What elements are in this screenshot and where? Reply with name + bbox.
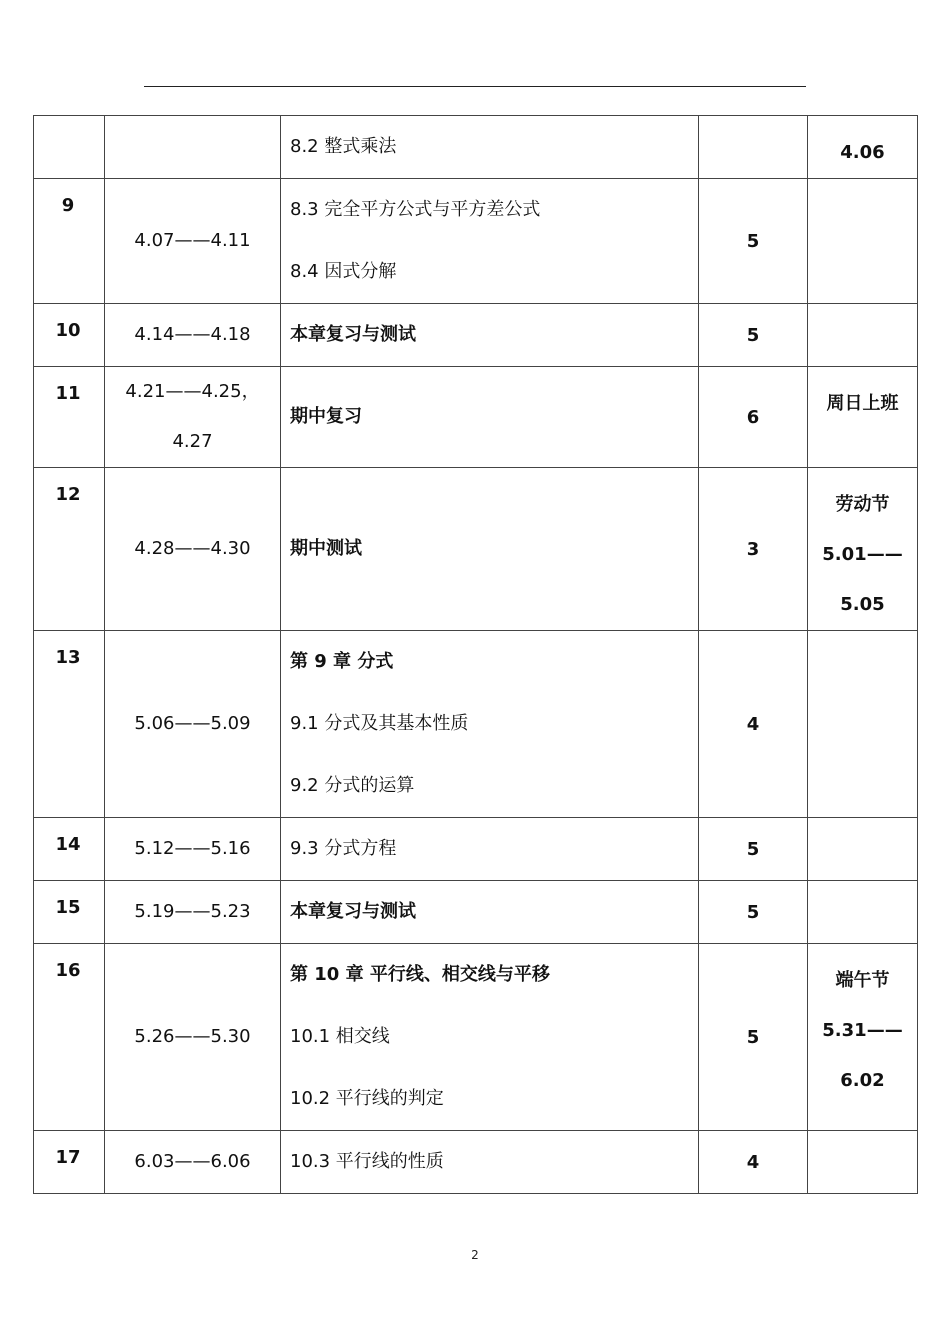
- week-number: 12: [55, 484, 81, 505]
- content-cell: [281, 944, 699, 1131]
- content-cell: [281, 367, 699, 468]
- hours-cell: [699, 116, 808, 179]
- section-heading: 第 10 章 平行线、相交线与平移: [290, 964, 550, 985]
- week-number: 17: [55, 1147, 81, 1168]
- note-line: 劳动节: [835, 494, 890, 515]
- content-cell: [281, 631, 699, 818]
- note-cell: [808, 116, 918, 179]
- hours-value: 6: [746, 406, 760, 428]
- date-range: 5.19——5.23: [134, 901, 251, 922]
- hours-cell: [699, 944, 808, 1131]
- week-cell: [34, 304, 105, 367]
- section-heading: 本章复习与测试: [290, 324, 416, 345]
- lesson-title: 10.1 相交线: [290, 1026, 390, 1047]
- note-line: 5.31——: [822, 1020, 903, 1041]
- note-line: 4.06: [840, 142, 885, 163]
- hours-value: 4: [746, 1151, 760, 1173]
- date-cell: [105, 367, 281, 468]
- week-cell: [34, 367, 105, 468]
- week-number: 9: [61, 195, 75, 216]
- week-cell: [34, 631, 105, 818]
- lesson-title: 9.3 分式方程: [290, 838, 397, 859]
- hours-cell: [699, 179, 808, 304]
- content-cell: [281, 1131, 699, 1194]
- section-heading: 本章复习与测试: [290, 901, 416, 922]
- content-cell: [281, 116, 699, 179]
- week-number: 14: [55, 834, 81, 855]
- date-cell: [105, 468, 281, 631]
- lesson-title: 9.2 分式的运算: [290, 775, 415, 796]
- date-range: 4.14——4.18: [134, 324, 251, 345]
- lesson-title: 10.2 平行线的判定: [290, 1088, 444, 1109]
- date-range: 4.07——4.11: [134, 230, 251, 251]
- table-row: [34, 179, 918, 304]
- note-line: 5.05: [840, 594, 885, 615]
- table-row: [34, 818, 918, 881]
- section-heading: 期中复习: [290, 406, 362, 427]
- week-cell: [34, 1131, 105, 1194]
- schedule-body: [34, 116, 918, 1194]
- week-number: 11: [55, 383, 81, 404]
- lesson-title: 8.2 整式乘法: [290, 136, 397, 157]
- page-number: 2: [471, 1248, 479, 1262]
- hours-value: 5: [746, 230, 760, 252]
- content-cell: [281, 304, 699, 367]
- date-cell: [105, 179, 281, 304]
- week-number: 16: [55, 960, 81, 981]
- note-cell: [808, 468, 918, 631]
- hours-cell: [699, 818, 808, 881]
- week-cell: [34, 818, 105, 881]
- week-cell: [34, 116, 105, 179]
- hours-cell: [699, 881, 808, 944]
- hours-value: 5: [746, 838, 760, 860]
- table-row: [34, 881, 918, 944]
- table-row: [34, 304, 918, 367]
- hours-cell: [699, 631, 808, 818]
- lesson-title: 9.1 分式及其基本性质: [290, 713, 469, 734]
- date-cell: [105, 304, 281, 367]
- note-cell: [808, 818, 918, 881]
- date-cell: [105, 116, 281, 179]
- hours-cell: [699, 1131, 808, 1194]
- hours-cell: [699, 367, 808, 468]
- note-cell: [808, 367, 918, 468]
- date-range: 4.27: [172, 431, 213, 452]
- hours-value: 4: [746, 713, 760, 735]
- note-line: 6.02: [840, 1070, 885, 1091]
- note-line: 端午节: [835, 970, 890, 991]
- lesson-title: 10.3 平行线的性质: [290, 1151, 444, 1172]
- lesson-title: 8.3 完全平方公式与平方差公式: [290, 199, 541, 220]
- section-heading: 期中测试: [290, 538, 362, 559]
- week-cell: [34, 468, 105, 631]
- content-cell: [281, 468, 699, 631]
- hours-cell: [699, 468, 808, 631]
- header-rule: [144, 86, 806, 87]
- table-row: [34, 367, 918, 468]
- date-cell: [105, 631, 281, 818]
- week-cell: [34, 179, 105, 304]
- week-cell: [34, 944, 105, 1131]
- week-cell: [34, 881, 105, 944]
- note-cell: [808, 944, 918, 1131]
- note-line: 周日上班: [826, 393, 899, 414]
- table-row: [34, 944, 918, 1131]
- week-number: 15: [55, 897, 81, 918]
- week-number: 13: [55, 647, 81, 668]
- note-cell: [808, 179, 918, 304]
- date-cell: [105, 881, 281, 944]
- content-cell: [281, 818, 699, 881]
- week-number: 10: [55, 320, 81, 341]
- content-cell: [281, 881, 699, 944]
- note-line: 5.01——: [822, 544, 903, 565]
- hours-value: 5: [746, 324, 760, 346]
- date-cell: [105, 944, 281, 1131]
- date-range: 6.03——6.06: [134, 1151, 251, 1172]
- content-cell: [281, 179, 699, 304]
- section-heading: 第 9 章 分式: [290, 651, 394, 672]
- hours-value: 3: [746, 538, 760, 560]
- date-cell: [105, 818, 281, 881]
- table-row: [34, 631, 918, 818]
- note-cell: [808, 881, 918, 944]
- lesson-title: 8.4 因式分解: [290, 261, 397, 282]
- note-cell: [808, 631, 918, 818]
- note-cell: [808, 1131, 918, 1194]
- date-range: 5.06——5.09: [134, 713, 251, 734]
- hours-value: 5: [746, 901, 760, 923]
- table-row: [34, 116, 918, 179]
- table-row: [34, 1131, 918, 1194]
- date-range: 5.12——5.16: [134, 838, 251, 859]
- date-cell: [105, 1131, 281, 1194]
- date-range: 4.28——4.30: [134, 538, 251, 559]
- date-range: 5.26——5.30: [134, 1026, 251, 1047]
- hours-cell: [699, 304, 808, 367]
- date-range: 4.21——4.25，: [125, 381, 260, 402]
- note-cell: [808, 304, 918, 367]
- table-row: [34, 468, 918, 631]
- schedule-table: [33, 115, 918, 1194]
- hours-value: 5: [746, 1026, 760, 1048]
